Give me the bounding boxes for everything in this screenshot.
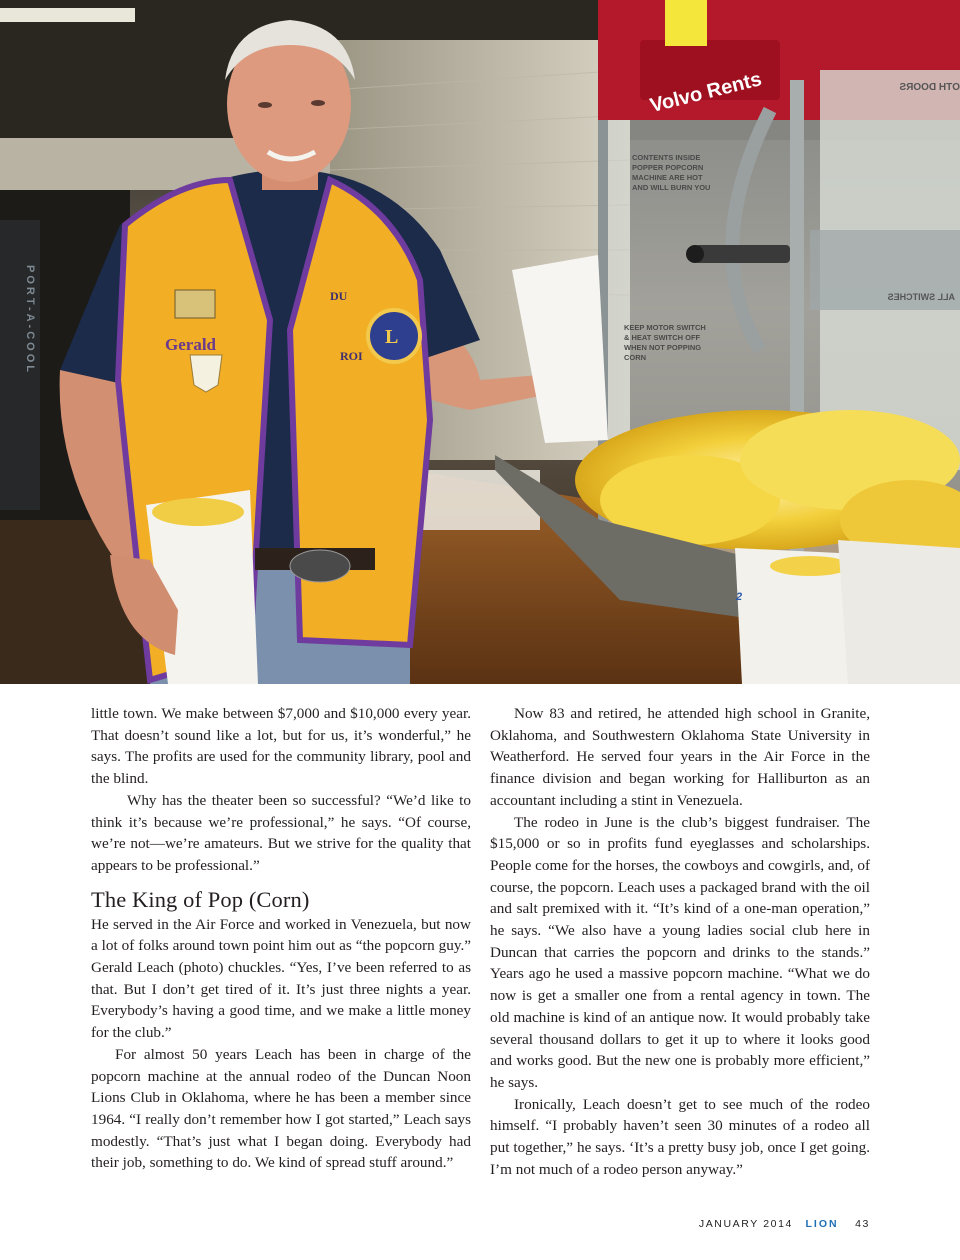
cooler-label: PORT-A-COOL [24, 265, 36, 375]
svg-text:ALL SWITCHES: ALL SWITCHES [887, 292, 955, 302]
warning-label: CONTENTS INSIDE POPPER POPCORN MACHINE ARE HOT AND WILL BURN YOU [632, 153, 711, 192]
vest-text-top: DU [330, 289, 348, 303]
page-footer [699, 1218, 870, 1230]
article-column-right [490, 703, 870, 1180]
page-number: 43 [855, 1218, 870, 1230]
magazine-name: LION [805, 1218, 839, 1230]
popcorn-bag-2 [838, 540, 960, 684]
machine-brand-label: Volvo Rents [647, 68, 764, 118]
motor-label: KEEP MOTOR SWITCH & HEAT SWITCH OFF WHEN NOT POPPING CORN [624, 323, 706, 362]
ceiling-light [0, 8, 135, 22]
issue-date: JANUARY 2014 [698, 1218, 793, 1230]
paragraph: For almost 50 years Leach has been in charge of the popcorn machine at the annual rodeo of the Duncan Noon Lions Club in Oklahoma, where he has been a member since 1964. “I really don’t remember how I got started,” Leach says modestly. “That’s just what I began doing. Everybody had their job, something to do. We kind of spread stuff around.” [91, 1045, 471, 1172]
vest-name-tag: Gerald [165, 335, 216, 354]
paragraph: little town. We make between $7,000 and $10,000 every year. That doesn’t sound like a lot, but for us, it’s wonderful,” he says. The profits are used for the community library, pool and the blind. [91, 705, 471, 788]
paragraph: The rodeo in June is the club’s biggest fundraiser. The $15,000 or so in profits fund eyeglasses and scholarships. People come for the horses, the cowboys and cowgirls, and, of course, the popcorn. Leach uses a packaged brand with the oil and salt premixed with it. “It’s kind of a one-man operation,” he says. “We also have a young ladies social club here in Duncan that carries the popcorn and drinks to the stands.” Years ago he used a massive popcorn machine. “What we do now is get a smaller one from a rental agency in town. The old machine is kind of an antique now. It would probably take several thousand dollars to get it up to where it looks good and works good. But the new one is probably more efficient,” he says. [490, 813, 871, 1091]
paragraph: Ironically, Leach doesn’t get to see much of the rodeo himself. “I probably haven’t seen 30 minutes of a rodeo all put together,” he says. ‘It’s a pretty busy job, once I get going. I’m not much of a rodeo person anyway.” [490, 1095, 870, 1178]
kettle-handle [695, 245, 790, 263]
paragraph: Why has the theater been so successful? “We’d like to think it’s because we’re professional,” he says. “Of course, we’re not—we’re amateurs. But we strive for the quality that appears to be professional.” [91, 791, 471, 874]
paragraph: He served in the Air Force and worked in Venezuela, but now a lot of folks around town point him out as “the popcorn guy.” Gerald Leach (photo) chuckles. “Yes, I’ve been referred to as that. But I don’t get tired of it. It’s just three nights a year. Everybody’s having a good time, and we make a little money for the club.” [91, 915, 471, 1042]
sticker [665, 0, 707, 46]
section-heading: The King of Pop (Corn) [91, 886, 310, 912]
bag-number: 2 [736, 591, 743, 603]
article-column-left [91, 703, 471, 1174]
svg-text:OTH DOORS: OTH DOORS [899, 82, 960, 93]
vest-pin [175, 290, 215, 318]
belt-buckle [290, 550, 350, 582]
vest-text-bottom: ROI [340, 349, 363, 363]
paragraph: Now 83 and retired, he attended high school in Granite, Oklahoma, and Southwestern Oklahoma State University in Weatherford. He served four years in the Air Force in the finance division and began working for Halliburton as an accountant including a stint in Venezuela. [490, 705, 870, 809]
svg-text:L: L [385, 326, 399, 348]
